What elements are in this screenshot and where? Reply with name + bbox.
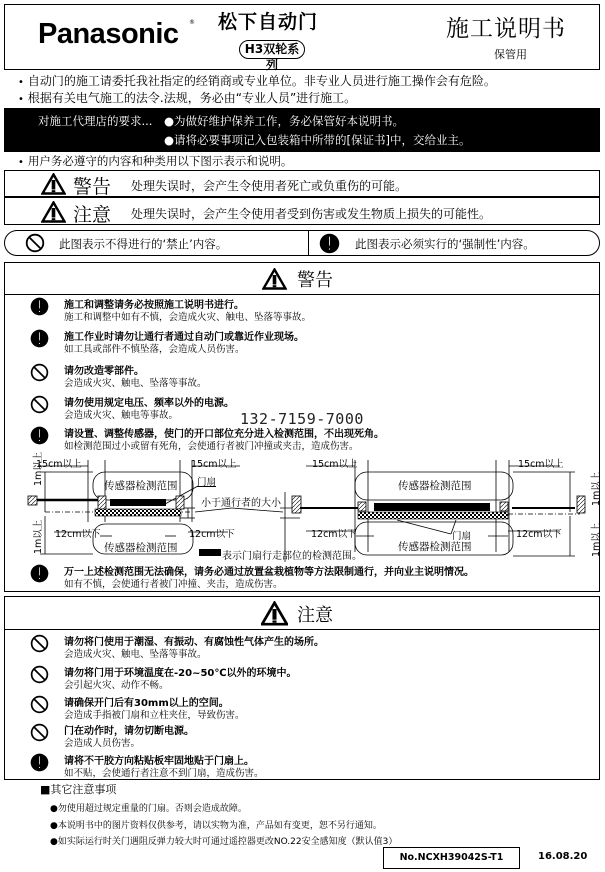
symbol-desc: 此图表示必须实行的‘强制性’内容。 [355, 237, 535, 251]
dim-label: 15cm以上 [191, 459, 237, 470]
symbol-desc: 此图表示不得进行的‘禁止’内容。 [59, 237, 228, 251]
warning-section-header [5, 263, 599, 295]
item-title: 万一上述检测范围无法确保，请务必通过放置盆栽植物等方法限制通行，并向业主说明情况。 [64, 567, 474, 578]
other-note: ●如实际运行时关门遇阻反弹力较大时可通过遥控器更改NO.22安全感知度（默认值3） [50, 837, 398, 847]
document-date: 16.08.20 [538, 851, 588, 862]
item-title: 施工和调整请务必按照施工说明书进行。 [64, 300, 244, 311]
signal-word: 注意 [73, 204, 112, 226]
item-desc: 会造成火灾、触电、坠落等事故。 [64, 649, 207, 660]
item-desc: 会造成手指被门扇和立柱夹住，导致伤害。 [64, 710, 245, 721]
prohibited-icon [30, 634, 49, 653]
dealer-requirement-item: ●为做好维护保养工作，务必保管好本说明书。 [164, 114, 405, 128]
gap-label: 小于通行者的大小 [201, 498, 281, 509]
section-title: 注意 [297, 605, 333, 626]
item-title: 请确保开门后有30mm以上的空间。 [64, 698, 229, 709]
item-desc: 如不贴，会使通行者注意不到门扇，造成伤害。 [64, 768, 264, 779]
mandatory-icon [30, 329, 49, 348]
signal-desc: 处理失误时，会产生令使用者受到伤害或发生物质上损失的可能性。 [131, 207, 492, 221]
item-desc: 会造成火灾、触电等事故。 [64, 410, 179, 421]
signal-row-warning [4, 170, 600, 197]
item-desc: 如工具或部件不慎坠落，会造成人员伤害。 [64, 344, 245, 355]
registered-mark: ® [189, 19, 195, 26]
prohibited-icon [30, 723, 49, 742]
dim-label: 15cm以上 [518, 459, 564, 470]
product-title: 松下自动门 [218, 11, 319, 33]
item-title: 请勿使用规定电压、频率以外的电源。 [64, 398, 234, 409]
dealer-requirement-item: ●请将必要事项记入包装箱中所带的[保证书]中，交给业主。 [164, 133, 471, 147]
zone-label: 传感器检测范围 [104, 542, 178, 554]
zone-label: 传感器检测范围 [104, 480, 178, 492]
other-note: ●本说明书中的图片资料仅供参考，请以实物为准，产品如有变更，恕不另行通知。 [50, 821, 382, 831]
zone-label: 传感器检测范围 [398, 480, 472, 492]
document-title: 施工说明书 [446, 16, 566, 42]
prohibited-icon [30, 695, 49, 714]
warning-triangle-icon [262, 268, 287, 290]
legend-intro: • 用户务必遵守的内容和种类用以下图示表示和说明。 [18, 153, 292, 169]
intro-bullet: • 自动门的施工请委托我社指定的经销商或专业单位。非专业人员进行施工操作会有危险。 [18, 72, 496, 89]
warning-triangle-icon [261, 601, 288, 626]
mandatory-icon [30, 564, 49, 583]
divider [308, 231, 309, 256]
warning-triangle-icon [41, 201, 66, 223]
item-desc: 如有不慎，会使通行者被门冲撞、夹击，造成伤害。 [64, 579, 283, 590]
signal-row-caution [4, 197, 600, 225]
dim-label: 1m以上 [591, 471, 602, 506]
dim-label: 15cm以上 [36, 459, 82, 470]
dealer-requirements-band [4, 108, 600, 152]
other-note: ●勿使用超过规定重量的门扇。否则会造成故障。 [50, 804, 247, 814]
prohibited-icon [30, 395, 49, 414]
prohibited-icon [30, 665, 49, 684]
warning-triangle-icon [41, 173, 66, 195]
dim-label: 1m以上 [591, 522, 602, 557]
dim-label: 12cm以下 [516, 529, 562, 540]
diagram-legend: 表示门扇行走部位的检测范围。 [222, 551, 362, 562]
dim-label: 12cm以下 [311, 529, 357, 540]
mandatory-icon [30, 753, 49, 772]
item-title: 请勿将门使用于潮湿、有振动、有腐蚀性气体产生的场所。 [64, 637, 324, 648]
item-title: 请将不干胶方向粘贴板牢固地贴于门扇上。 [64, 756, 254, 767]
dim-label: 12cm以下 [189, 529, 235, 540]
item-title: 门在动作时，请勿切断电源。 [64, 726, 194, 737]
other-notes-title: ■其它注意事项 [40, 783, 117, 796]
door-leaf-label: 门扇 [452, 531, 472, 542]
dim-label: 15cm以上 [312, 459, 358, 470]
signal-desc: 处理失误时，会产生令使用者死亡或负重伤的可能。 [131, 179, 408, 193]
mandatory-icon [319, 233, 340, 254]
brand-logo: Panasonic [38, 18, 179, 50]
item-title: 请设置、调整传感器，使门的开口部位充分进入检测范围，不出现死角。 [64, 429, 384, 440]
symbol-legend [4, 230, 600, 256]
intro-bullet: • 根据有关电气施工的法令.法规，务必由“专业人员”进行施工。 [18, 89, 356, 106]
dim-label: 1m以上 [33, 519, 44, 554]
item-desc: 如检测范围过小或留有死角，会使通行者被门冲撞或夹击，造成伤害。 [64, 441, 359, 452]
document-subtitle: 保管用 [494, 48, 527, 61]
dim-label: 1m以上 [33, 451, 44, 486]
document-number: No.NCXH39042S-T1 [383, 847, 520, 869]
section-title: 警告 [297, 270, 333, 291]
item-desc: 施工和调整中如有不慎，会造成火灾、触电、坠落等事故。 [64, 312, 312, 323]
item-title: 请勿改造零部件。 [64, 366, 144, 377]
series-badge: H3双轮系列 [239, 40, 305, 59]
zone-label: 传感器检测范围 [398, 541, 472, 553]
item-title: 施工作业时请勿让通行者通过自动门或靠近作业现场。 [64, 332, 304, 343]
item-title: 请勿将门用于环境温度在-20~50℃以外的环境中。 [64, 668, 297, 679]
phone-watermark: 132-7159-7000 [240, 410, 364, 428]
dim-label: 12cm以下 [55, 529, 101, 540]
prohibited-icon [25, 233, 45, 253]
item-desc: 会引起火灾、动作不畅。 [64, 680, 169, 691]
door-leaf-label: 门扇 [197, 477, 217, 488]
mandatory-icon [30, 297, 49, 316]
item-desc: 会造成人员伤害。 [64, 738, 141, 749]
dealer-requirements-lead: 对施工代理店的要求... [38, 114, 153, 128]
prohibited-icon [30, 363, 49, 382]
caution-section-header [5, 597, 599, 630]
item-desc: 会造成火灾、触电、坠落等事故。 [64, 378, 207, 389]
signal-word: 警告 [73, 176, 112, 198]
mandatory-icon [30, 426, 49, 445]
